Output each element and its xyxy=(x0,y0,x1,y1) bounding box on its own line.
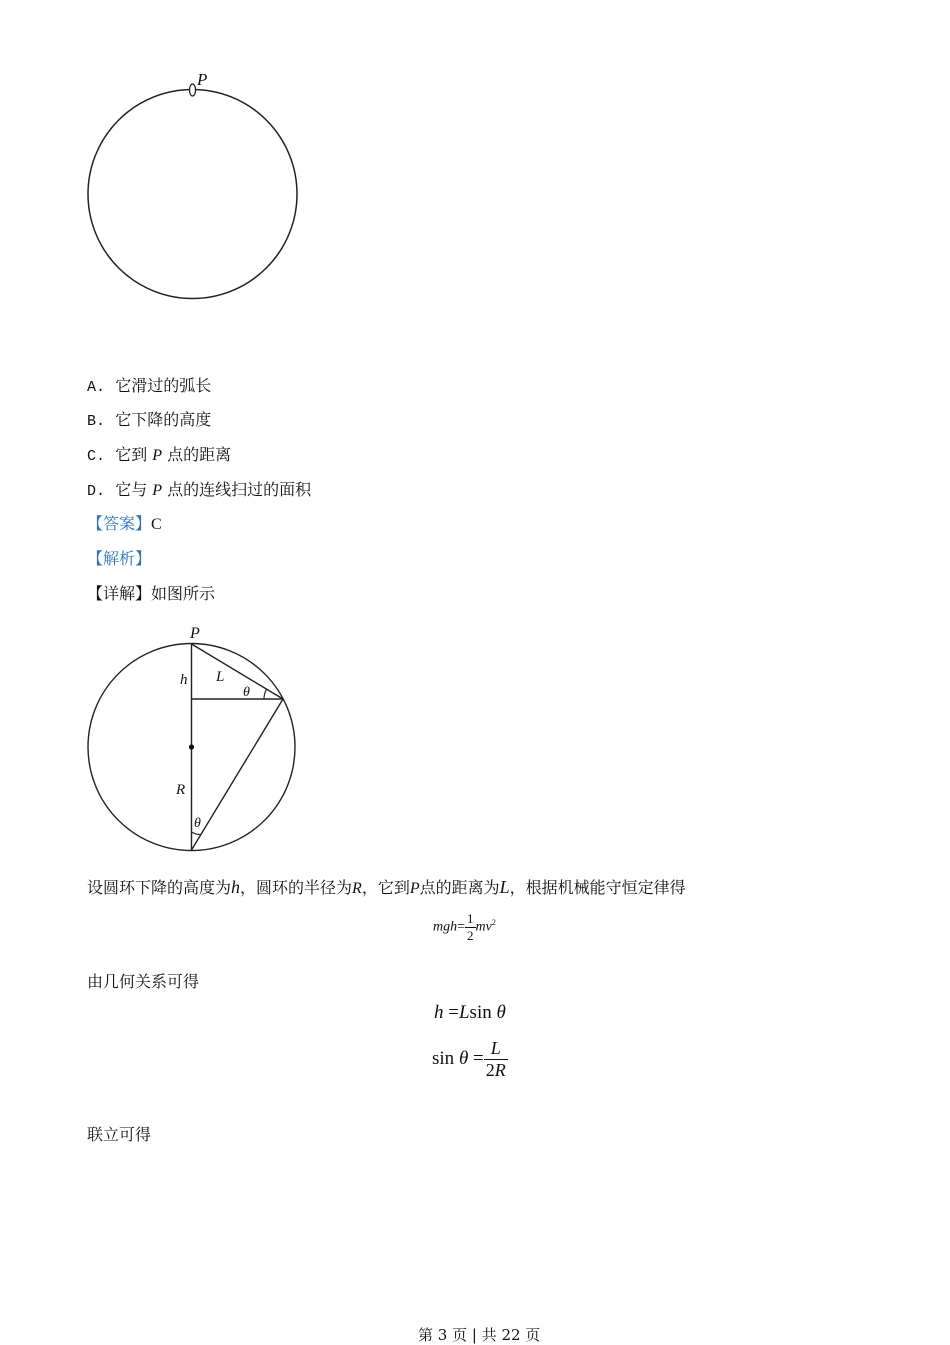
option-c-letter: C. xyxy=(87,448,106,465)
eq1-fraction-num: 1 xyxy=(467,911,474,926)
sentence-3: 联立可得 xyxy=(87,1125,152,1144)
sentence-1-part4: 点的距离为 xyxy=(419,878,500,897)
eq3-fraction-num: L xyxy=(484,1038,508,1060)
eq1-exponent: 2 xyxy=(491,918,496,928)
option-b-letter: B. xyxy=(87,413,106,430)
lower-chord-line xyxy=(192,699,284,850)
detail-tag: 【详解】 xyxy=(87,584,152,603)
sentence-2: 由几何关系可得 xyxy=(87,972,200,991)
small-ring-at-p xyxy=(190,84,196,96)
option-c-var: P xyxy=(152,447,163,464)
ring-track-circle xyxy=(88,90,297,299)
eq1-fraction-den: 2 xyxy=(467,928,474,943)
eq3-den-coef: 2 xyxy=(485,1060,495,1080)
option-b xyxy=(87,410,211,432)
eq2-equals: = xyxy=(448,1002,459,1023)
equation-height xyxy=(434,1002,506,1024)
option-d-text-post: 点的连线扫过的面积 xyxy=(167,480,312,499)
eq1-rhs: mv xyxy=(475,919,492,935)
sentence-1 xyxy=(87,877,686,899)
sentence-1-part2: ，圆环的半径为 xyxy=(240,878,353,897)
figure-2-geometry-diagram xyxy=(80,620,310,860)
option-d-var: P xyxy=(152,482,163,499)
option-a xyxy=(87,376,211,398)
sentence-1-var-r: R xyxy=(352,880,362,897)
analysis-tag: 【解析】 xyxy=(87,549,152,568)
figure-2-label-p: P xyxy=(190,625,200,642)
answer-value: C xyxy=(151,516,162,533)
eq3-equals: = xyxy=(473,1047,484,1069)
sentence-1-var-p: P xyxy=(409,880,420,897)
eq3-theta: θ xyxy=(458,1047,469,1069)
figure-2-label-theta-top: θ xyxy=(243,685,250,700)
figure-1-circle-diagram xyxy=(80,65,310,305)
equation-sine xyxy=(432,1038,508,1081)
answer-tag: 【答案】 xyxy=(87,514,152,533)
sentence-1-var-l: L xyxy=(499,877,510,897)
eq1-equals: = xyxy=(457,919,466,935)
figure-2-label-theta-bottom: θ xyxy=(194,816,201,831)
sentence-1-part3: ，它到 xyxy=(361,878,410,897)
option-b-text: 它下降的高度 xyxy=(115,410,212,429)
equation-energy xyxy=(433,911,496,944)
eq1-lhs: mgh xyxy=(433,919,458,935)
angle-arc-bottom xyxy=(192,832,201,835)
figure-2-label-r: R xyxy=(176,782,186,798)
sentence-1-var-h: h xyxy=(231,877,241,897)
figure-1-label-p: P xyxy=(197,70,208,89)
eq3-sin: sin xyxy=(432,1047,455,1069)
sentence-1-part1: 设圆环下降的高度为 xyxy=(87,878,232,897)
page-footer: 第 3 页 | 共 22 页 xyxy=(418,1326,541,1344)
chord-l-line xyxy=(192,644,284,699)
option-a-text: 它滑过的弧长 xyxy=(115,376,212,395)
eq2-l: L xyxy=(458,1002,470,1023)
eq2-lhs: h xyxy=(434,1002,444,1023)
eq2-theta: θ xyxy=(496,1002,506,1023)
option-d-letter: D. xyxy=(87,483,106,500)
detail-text: 如图所示 xyxy=(151,584,216,603)
figure-2-label-h: h xyxy=(180,672,188,688)
sentence-1-part5: ，根据机械能守恒定律得 xyxy=(509,878,686,897)
option-d xyxy=(87,480,311,502)
eq2-sin: sin xyxy=(469,1002,492,1023)
option-c-text-post: 点的距离 xyxy=(167,445,232,464)
option-c-text-pre: 它到 xyxy=(115,445,148,464)
figure-2-label-l: L xyxy=(216,669,225,685)
answer-line xyxy=(87,514,162,535)
option-d-text-pre: 它与 xyxy=(115,480,148,499)
detail-line xyxy=(87,584,215,604)
eq3-den-var: R xyxy=(494,1060,506,1080)
option-a-letter: A. xyxy=(87,379,106,396)
angle-arc-top xyxy=(264,689,267,699)
analysis-line xyxy=(87,549,151,569)
option-c xyxy=(87,445,231,467)
center-dot xyxy=(189,744,194,749)
